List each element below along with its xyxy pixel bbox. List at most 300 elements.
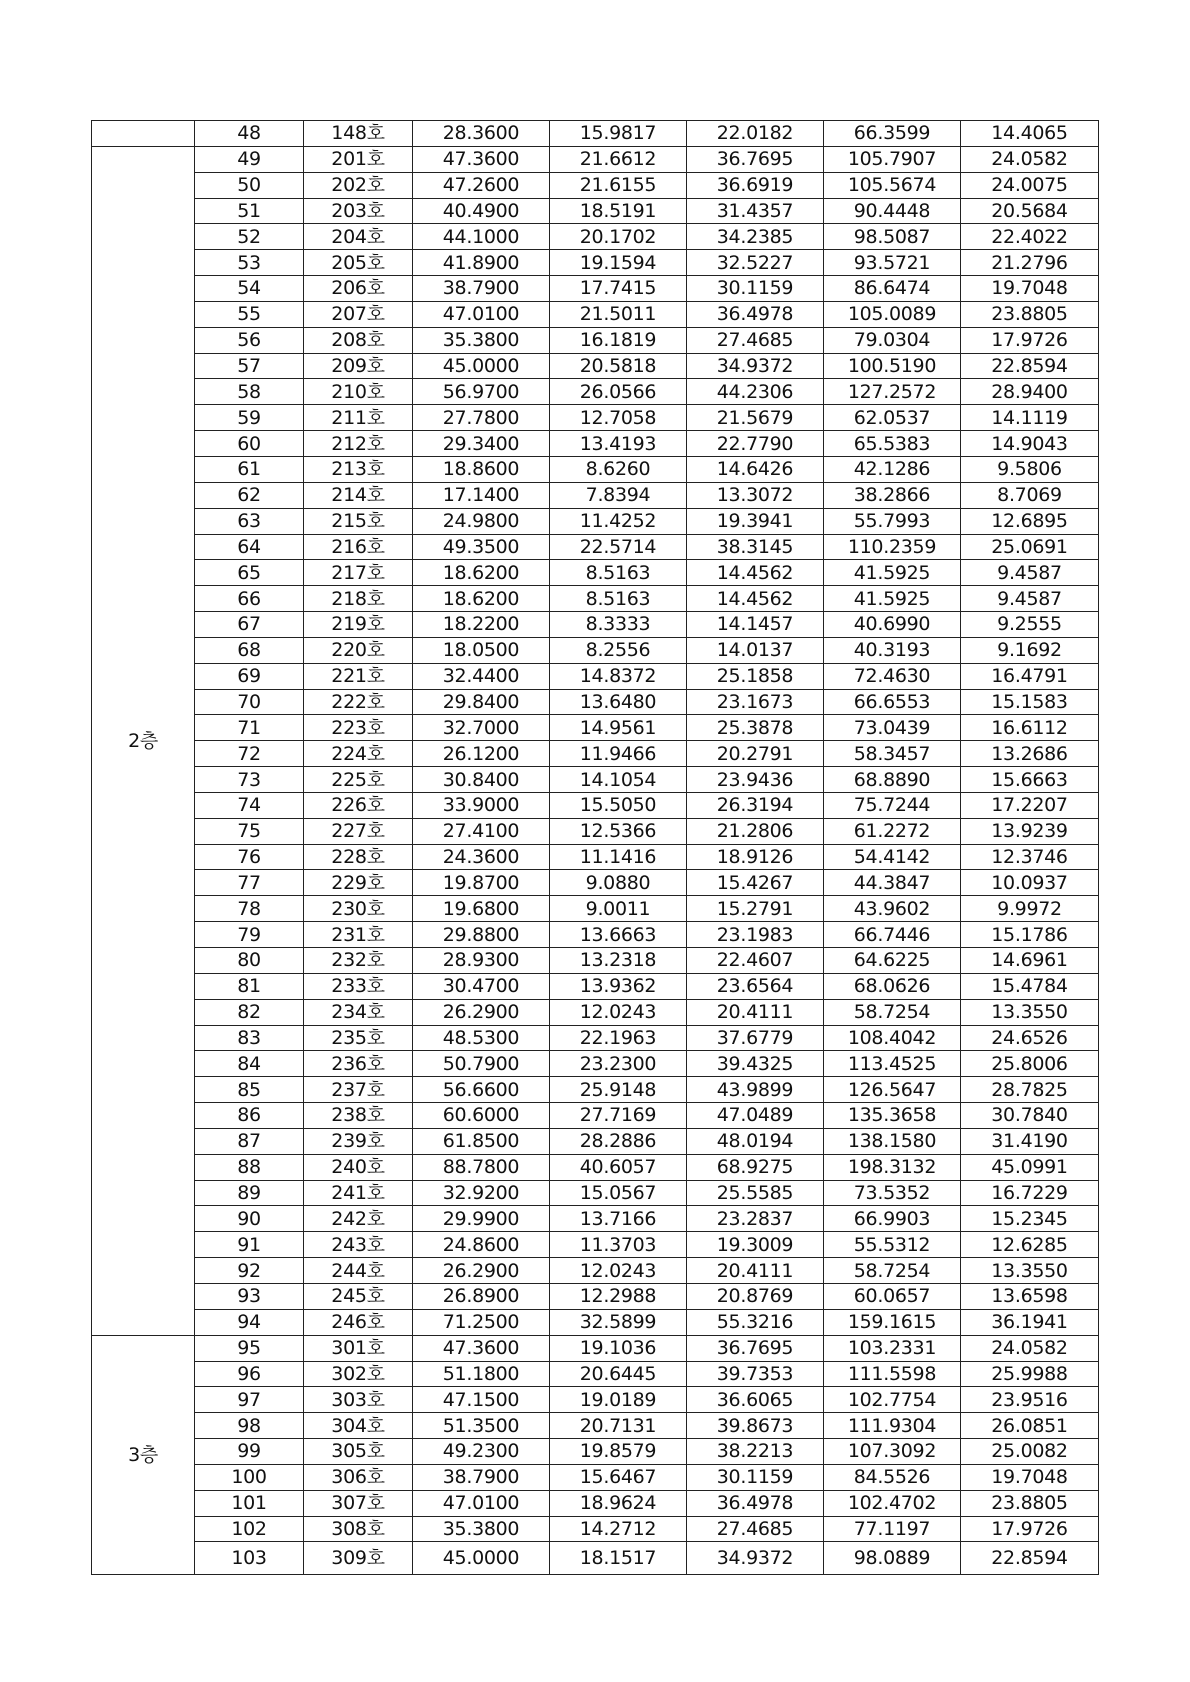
- area-cell-5: 13.3550: [961, 1258, 1099, 1284]
- unit-number-cell: 206호: [304, 276, 413, 302]
- table-row: [92, 637, 1099, 663]
- unit-number-cell: 224호: [304, 741, 413, 767]
- area-cell-1: 49.2300: [413, 1439, 550, 1465]
- area-cell-5: 9.4587: [961, 586, 1099, 612]
- row-number-cell: 50: [195, 172, 304, 198]
- table-row: [92, 172, 1099, 198]
- area-cell-4: 42.1286: [824, 456, 961, 482]
- unit-number-cell: 231호: [304, 922, 413, 948]
- area-cell-3: 23.1673: [687, 689, 824, 715]
- area-cell-2: 14.2712: [550, 1516, 687, 1542]
- row-number-cell: 48: [195, 121, 304, 147]
- table-row: [92, 1128, 1099, 1154]
- row-number-cell: 80: [195, 948, 304, 974]
- row-number-cell: 95: [195, 1335, 304, 1361]
- area-cell-3: 34.9372: [687, 1542, 824, 1575]
- area-cell-1: 30.8400: [413, 767, 550, 793]
- table-row: [92, 224, 1099, 250]
- area-cell-5: 22.8594: [961, 353, 1099, 379]
- area-cell-2: 21.5011: [550, 301, 687, 327]
- unit-number-cell: 234호: [304, 999, 413, 1025]
- area-cell-5: 20.5684: [961, 198, 1099, 224]
- table-row: [92, 663, 1099, 689]
- area-cell-5: 30.7840: [961, 1103, 1099, 1129]
- area-cell-1: 44.1000: [413, 224, 550, 250]
- table-row: [92, 1542, 1099, 1575]
- area-cell-4: 68.0626: [824, 973, 961, 999]
- row-number-cell: 55: [195, 301, 304, 327]
- area-cell-2: 13.7166: [550, 1206, 687, 1232]
- table-row: [92, 405, 1099, 431]
- area-cell-1: 47.3600: [413, 1335, 550, 1361]
- area-cell-3: 39.8673: [687, 1413, 824, 1439]
- unit-number-cell: 244호: [304, 1258, 413, 1284]
- table-row: [92, 1439, 1099, 1465]
- table-row: [92, 818, 1099, 844]
- area-cell-4: 103.2331: [824, 1335, 961, 1361]
- floor-label-cell: 3층: [92, 1335, 195, 1575]
- area-cell-1: 27.7800: [413, 405, 550, 431]
- area-cell-3: 55.3216: [687, 1309, 824, 1335]
- area-cell-1: 18.6200: [413, 586, 550, 612]
- unit-number-cell: 211호: [304, 405, 413, 431]
- row-number-cell: 67: [195, 612, 304, 638]
- row-number-cell: 86: [195, 1103, 304, 1129]
- area-cell-3: 20.8769: [687, 1283, 824, 1309]
- area-cell-3: 19.3941: [687, 508, 824, 534]
- row-number-cell: 56: [195, 327, 304, 353]
- area-cell-3: 15.4267: [687, 870, 824, 896]
- area-cell-3: 34.2385: [687, 224, 824, 250]
- row-number-cell: 91: [195, 1232, 304, 1258]
- row-number-cell: 81: [195, 973, 304, 999]
- area-cell-5: 12.6285: [961, 1232, 1099, 1258]
- area-cell-5: 25.8006: [961, 1051, 1099, 1077]
- unit-number-cell: 241호: [304, 1180, 413, 1206]
- area-cell-2: 20.7131: [550, 1413, 687, 1439]
- row-number-cell: 59: [195, 405, 304, 431]
- area-cell-2: 15.9817: [550, 121, 687, 147]
- area-cell-2: 8.6260: [550, 456, 687, 482]
- unit-number-cell: 214호: [304, 482, 413, 508]
- area-cell-5: 13.2686: [961, 741, 1099, 767]
- unit-number-cell: 229호: [304, 870, 413, 896]
- area-cell-2: 11.4252: [550, 508, 687, 534]
- area-cell-4: 72.4630: [824, 663, 961, 689]
- area-cell-1: 29.3400: [413, 431, 550, 457]
- unit-number-cell: 217호: [304, 560, 413, 586]
- area-cell-1: 18.0500: [413, 637, 550, 663]
- area-cell-3: 14.0137: [687, 637, 824, 663]
- area-cell-1: 24.8600: [413, 1232, 550, 1258]
- table-row: [92, 922, 1099, 948]
- area-cell-5: 17.9726: [961, 327, 1099, 353]
- area-cell-5: 24.0582: [961, 146, 1099, 172]
- area-cell-1: 29.8800: [413, 922, 550, 948]
- table-row: [92, 198, 1099, 224]
- area-cell-5: 23.8805: [961, 1490, 1099, 1516]
- row-number-cell: 101: [195, 1490, 304, 1516]
- table-row: [92, 1077, 1099, 1103]
- row-number-cell: 85: [195, 1077, 304, 1103]
- area-cell-1: 32.7000: [413, 715, 550, 741]
- row-number-cell: 87: [195, 1128, 304, 1154]
- area-cell-2: 22.5714: [550, 534, 687, 560]
- unit-number-cell: 213호: [304, 456, 413, 482]
- area-cell-4: 40.3193: [824, 637, 961, 663]
- area-cell-5: 22.4022: [961, 224, 1099, 250]
- area-cell-4: 40.6990: [824, 612, 961, 638]
- area-cell-1: 26.8900: [413, 1283, 550, 1309]
- area-cell-2: 13.4193: [550, 431, 687, 457]
- unit-number-cell: 203호: [304, 198, 413, 224]
- area-cell-5: 21.2796: [961, 250, 1099, 276]
- area-cell-5: 17.2207: [961, 792, 1099, 818]
- area-cell-2: 7.8394: [550, 482, 687, 508]
- table-row: [92, 327, 1099, 353]
- area-cell-5: 15.2345: [961, 1206, 1099, 1232]
- area-cell-2: 18.5191: [550, 198, 687, 224]
- floor-label-cell: 2층: [92, 146, 195, 1335]
- area-cell-5: 36.1941: [961, 1309, 1099, 1335]
- area-cell-5: 31.4190: [961, 1128, 1099, 1154]
- table-row: [92, 482, 1099, 508]
- area-cell-2: 19.8579: [550, 1439, 687, 1465]
- area-cell-2: 20.6445: [550, 1361, 687, 1387]
- area-cell-2: 13.9362: [550, 973, 687, 999]
- area-cell-3: 25.5585: [687, 1180, 824, 1206]
- table-row: [92, 1387, 1099, 1413]
- area-cell-1: 48.5300: [413, 1025, 550, 1051]
- area-cell-1: 18.6200: [413, 560, 550, 586]
- area-cell-2: 21.6155: [550, 172, 687, 198]
- area-cell-2: 8.3333: [550, 612, 687, 638]
- area-cell-4: 111.9304: [824, 1413, 961, 1439]
- unit-number-cell: 309호: [304, 1542, 413, 1575]
- area-cell-3: 22.7790: [687, 431, 824, 457]
- area-cell-4: 75.7244: [824, 792, 961, 818]
- area-cell-2: 11.9466: [550, 741, 687, 767]
- row-number-cell: 66: [195, 586, 304, 612]
- area-cell-2: 8.5163: [550, 586, 687, 612]
- area-cell-3: 13.3072: [687, 482, 824, 508]
- row-number-cell: 71: [195, 715, 304, 741]
- area-cell-2: 19.0189: [550, 1387, 687, 1413]
- area-cell-2: 11.1416: [550, 844, 687, 870]
- area-cell-1: 32.9200: [413, 1180, 550, 1206]
- row-number-cell: 88: [195, 1154, 304, 1180]
- area-cell-4: 61.2272: [824, 818, 961, 844]
- area-cell-1: 47.1500: [413, 1387, 550, 1413]
- table-row: [92, 689, 1099, 715]
- table-row: [92, 586, 1099, 612]
- unit-number-cell: 222호: [304, 689, 413, 715]
- area-cell-3: 30.1159: [687, 276, 824, 302]
- row-number-cell: 52: [195, 224, 304, 250]
- table-row: [92, 1335, 1099, 1361]
- unit-number-cell: 201호: [304, 146, 413, 172]
- unit-number-cell: 237호: [304, 1077, 413, 1103]
- area-cell-5: 24.6526: [961, 1025, 1099, 1051]
- area-cell-3: 44.2306: [687, 379, 824, 405]
- area-cell-4: 105.7907: [824, 146, 961, 172]
- area-cell-5: 9.5806: [961, 456, 1099, 482]
- unit-number-cell: 148호: [304, 121, 413, 147]
- area-cell-1: 26.2900: [413, 999, 550, 1025]
- table-row: [92, 1283, 1099, 1309]
- area-cell-5: 12.3746: [961, 844, 1099, 870]
- area-cell-5: 24.0582: [961, 1335, 1099, 1361]
- area-cell-4: 105.5674: [824, 172, 961, 198]
- area-cell-3: 25.3878: [687, 715, 824, 741]
- area-cell-2: 21.6612: [550, 146, 687, 172]
- row-number-cell: 53: [195, 250, 304, 276]
- table-row: [92, 1103, 1099, 1129]
- table-row: [92, 715, 1099, 741]
- unit-number-cell: 204호: [304, 224, 413, 250]
- area-cell-2: 15.5050: [550, 792, 687, 818]
- area-cell-5: 14.1119: [961, 405, 1099, 431]
- table-row: [92, 1413, 1099, 1439]
- area-cell-4: 62.0537: [824, 405, 961, 431]
- area-cell-5: 17.9726: [961, 1516, 1099, 1542]
- unit-number-cell: 238호: [304, 1103, 413, 1129]
- area-cell-1: 35.3800: [413, 1516, 550, 1542]
- table-row: [92, 999, 1099, 1025]
- table-row: [92, 1490, 1099, 1516]
- area-cell-1: 29.9900: [413, 1206, 550, 1232]
- area-cell-4: 41.5925: [824, 560, 961, 586]
- row-number-cell: 74: [195, 792, 304, 818]
- table-body: [92, 121, 1099, 1575]
- area-cell-3: 38.2213: [687, 1439, 824, 1465]
- area-cell-5: 26.0851: [961, 1413, 1099, 1439]
- area-cell-2: 32.5899: [550, 1309, 687, 1335]
- area-cell-1: 28.9300: [413, 948, 550, 974]
- row-number-cell: 99: [195, 1439, 304, 1465]
- area-cell-2: 8.2556: [550, 637, 687, 663]
- area-cell-5: 23.9516: [961, 1387, 1099, 1413]
- row-number-cell: 76: [195, 844, 304, 870]
- area-cell-4: 111.5598: [824, 1361, 961, 1387]
- unit-number-cell: 235호: [304, 1025, 413, 1051]
- unit-number-cell: 220호: [304, 637, 413, 663]
- area-cell-3: 38.3145: [687, 534, 824, 560]
- area-cell-4: 110.2359: [824, 534, 961, 560]
- unit-number-cell: 215호: [304, 508, 413, 534]
- area-cell-1: 26.2900: [413, 1258, 550, 1284]
- area-cell-4: 60.0657: [824, 1283, 961, 1309]
- table-row: [92, 534, 1099, 560]
- area-cell-5: 15.1786: [961, 922, 1099, 948]
- area-cell-2: 14.9561: [550, 715, 687, 741]
- area-cell-1: 26.1200: [413, 741, 550, 767]
- table-row: [92, 121, 1099, 147]
- row-number-cell: 75: [195, 818, 304, 844]
- row-number-cell: 92: [195, 1258, 304, 1284]
- table-row: [92, 1206, 1099, 1232]
- area-cell-5: 9.9972: [961, 896, 1099, 922]
- table-row: [92, 1025, 1099, 1051]
- area-cell-2: 26.0566: [550, 379, 687, 405]
- area-cell-4: 58.3457: [824, 741, 961, 767]
- area-cell-2: 13.6663: [550, 922, 687, 948]
- area-cell-5: 13.6598: [961, 1283, 1099, 1309]
- table-row: [92, 948, 1099, 974]
- area-cell-1: 49.3500: [413, 534, 550, 560]
- area-cell-2: 12.0243: [550, 1258, 687, 1284]
- unit-number-cell: 233호: [304, 973, 413, 999]
- area-cell-2: 28.2886: [550, 1128, 687, 1154]
- area-cell-1: 38.7900: [413, 1464, 550, 1490]
- table-row: [92, 1464, 1099, 1490]
- area-cell-2: 18.1517: [550, 1542, 687, 1575]
- area-cell-3: 26.3194: [687, 792, 824, 818]
- area-cell-5: 45.0991: [961, 1154, 1099, 1180]
- row-number-cell: 89: [195, 1180, 304, 1206]
- unit-number-cell: 212호: [304, 431, 413, 457]
- unit-number-cell: 239호: [304, 1128, 413, 1154]
- area-cell-3: 36.6065: [687, 1387, 824, 1413]
- area-cell-3: 68.9275: [687, 1154, 824, 1180]
- area-cell-5: 15.6663: [961, 767, 1099, 793]
- unit-number-cell: 219호: [304, 612, 413, 638]
- row-number-cell: 90: [195, 1206, 304, 1232]
- area-cell-5: 16.6112: [961, 715, 1099, 741]
- area-cell-3: 18.9126: [687, 844, 824, 870]
- area-cell-2: 15.6467: [550, 1464, 687, 1490]
- unit-number-cell: 202호: [304, 172, 413, 198]
- area-cell-4: 126.5647: [824, 1077, 961, 1103]
- area-cell-4: 66.9903: [824, 1206, 961, 1232]
- area-cell-3: 14.1457: [687, 612, 824, 638]
- area-cell-3: 37.6779: [687, 1025, 824, 1051]
- unit-number-cell: 223호: [304, 715, 413, 741]
- area-cell-2: 9.0880: [550, 870, 687, 896]
- area-cell-1: 19.8700: [413, 870, 550, 896]
- area-cell-5: 14.4065: [961, 121, 1099, 147]
- area-cell-2: 19.1594: [550, 250, 687, 276]
- row-number-cell: 82: [195, 999, 304, 1025]
- area-cell-4: 66.6553: [824, 689, 961, 715]
- unit-number-cell: 306호: [304, 1464, 413, 1490]
- unit-number-cell: 205호: [304, 250, 413, 276]
- area-cell-1: 71.2500: [413, 1309, 550, 1335]
- unit-number-cell: 304호: [304, 1413, 413, 1439]
- area-cell-2: 12.7058: [550, 405, 687, 431]
- area-cell-4: 93.5721: [824, 250, 961, 276]
- area-cell-1: 40.4900: [413, 198, 550, 224]
- area-cell-1: 18.2200: [413, 612, 550, 638]
- area-cell-1: 50.7900: [413, 1051, 550, 1077]
- row-number-cell: 54: [195, 276, 304, 302]
- area-cell-3: 47.0489: [687, 1103, 824, 1129]
- area-cell-1: 33.9000: [413, 792, 550, 818]
- unit-number-cell: 246호: [304, 1309, 413, 1335]
- area-cell-5: 14.9043: [961, 431, 1099, 457]
- unit-number-cell: 230호: [304, 896, 413, 922]
- area-cell-2: 25.9148: [550, 1077, 687, 1103]
- area-cell-4: 77.1197: [824, 1516, 961, 1542]
- area-cell-4: 135.3658: [824, 1103, 961, 1129]
- table-row: [92, 896, 1099, 922]
- table-row: [92, 508, 1099, 534]
- area-cell-4: 100.5190: [824, 353, 961, 379]
- area-cell-3: 48.0194: [687, 1128, 824, 1154]
- unit-number-cell: 303호: [304, 1387, 413, 1413]
- area-cell-3: 20.2791: [687, 741, 824, 767]
- area-cell-1: 24.3600: [413, 844, 550, 870]
- area-cell-4: 41.5925: [824, 586, 961, 612]
- area-cell-5: 12.6895: [961, 508, 1099, 534]
- table-row: [92, 276, 1099, 302]
- row-number-cell: 83: [195, 1025, 304, 1051]
- area-cell-3: 19.3009: [687, 1232, 824, 1258]
- area-cell-4: 159.1615: [824, 1309, 961, 1335]
- area-cell-3: 14.4562: [687, 586, 824, 612]
- row-number-cell: 97: [195, 1387, 304, 1413]
- unit-number-cell: 210호: [304, 379, 413, 405]
- unit-number-cell: 228호: [304, 844, 413, 870]
- area-cell-1: 47.3600: [413, 146, 550, 172]
- area-cell-1: 60.6000: [413, 1103, 550, 1129]
- area-cell-5: 25.0082: [961, 1439, 1099, 1465]
- area-cell-4: 65.5383: [824, 431, 961, 457]
- area-cell-3: 39.4325: [687, 1051, 824, 1077]
- table-row: [92, 1051, 1099, 1077]
- area-cell-3: 32.5227: [687, 250, 824, 276]
- area-cell-5: 9.2555: [961, 612, 1099, 638]
- area-cell-2: 40.6057: [550, 1154, 687, 1180]
- unit-number-cell: 216호: [304, 534, 413, 560]
- area-cell-2: 15.0567: [550, 1180, 687, 1206]
- area-cell-1: 28.3600: [413, 121, 550, 147]
- area-cell-2: 12.0243: [550, 999, 687, 1025]
- table-row: [92, 767, 1099, 793]
- table-row: [92, 353, 1099, 379]
- area-cell-2: 23.2300: [550, 1051, 687, 1077]
- unit-number-cell: 207호: [304, 301, 413, 327]
- area-cell-3: 27.4685: [687, 1516, 824, 1542]
- table-row: [92, 560, 1099, 586]
- area-cell-1: 45.0000: [413, 353, 550, 379]
- area-cell-1: 17.1400: [413, 482, 550, 508]
- area-cell-3: 36.7695: [687, 146, 824, 172]
- area-cell-2: 14.8372: [550, 663, 687, 689]
- area-cell-3: 15.2791: [687, 896, 824, 922]
- unit-number-cell: 302호: [304, 1361, 413, 1387]
- area-cell-3: 23.1983: [687, 922, 824, 948]
- area-cell-4: 54.4142: [824, 844, 961, 870]
- row-number-cell: 49: [195, 146, 304, 172]
- table-row: [92, 1180, 1099, 1206]
- area-cell-3: 30.1159: [687, 1464, 824, 1490]
- table-row: [92, 1154, 1099, 1180]
- area-cell-4: 58.7254: [824, 1258, 961, 1284]
- area-cell-2: 13.6480: [550, 689, 687, 715]
- unit-number-cell: 218호: [304, 586, 413, 612]
- area-cell-1: 47.0100: [413, 1490, 550, 1516]
- unit-number-cell: 308호: [304, 1516, 413, 1542]
- table-row: [92, 1361, 1099, 1387]
- area-cell-5: 25.9988: [961, 1361, 1099, 1387]
- area-cell-4: 66.7446: [824, 922, 961, 948]
- table-row: [92, 973, 1099, 999]
- area-cell-1: 51.3500: [413, 1413, 550, 1439]
- row-number-cell: 94: [195, 1309, 304, 1335]
- table-row: [92, 301, 1099, 327]
- area-cell-4: 108.4042: [824, 1025, 961, 1051]
